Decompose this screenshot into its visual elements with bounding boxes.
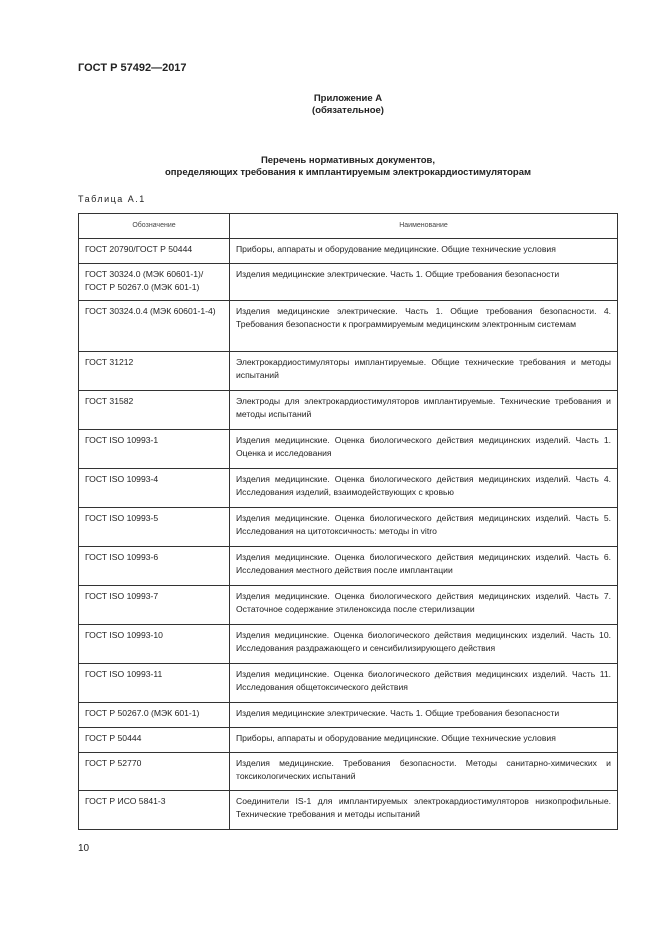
document-code: ГОСТ 20790/ГОСТ Р 50444 [79,239,230,264]
appendix-subtitle: (обязательное) [312,105,384,116]
heading-line-2: определяющих требования к имплантируемым электрокардиостимуляторам [164,167,532,178]
table-row [79,625,618,664]
table-row [79,508,618,547]
document-code: ГОСТ 31582 [79,391,230,430]
heading-line-1: Перечень нормативных документов, [260,155,436,166]
table-row [79,547,618,586]
document-name: Изделия медицинские электрические. Часть 1. Общие требования безопасности. 4. Требования безопасности к программируемым медицинским электронным системам [230,301,618,352]
document-code: ГОСТ 30324.0 (МЭК 60601-1)/ ГОСТ Р 50267.0 (МЭК 601-1) [79,264,230,301]
table-row [79,728,618,753]
document-name: Изделия медицинские. Оценка биологического действия медицинских изделий. Часть 11. Исследования общетоксического действия [230,664,618,703]
document-code: ГОСТ ISO 10993-5 [79,508,230,547]
document-name: Приборы, аппараты и оборудование медицинские. Общие технические условия [230,728,618,753]
document-code: ГОСТ ISO 10993-4 [79,469,230,508]
document-name: Изделия медицинские электрические. Часть 1. Общие требования безопасности [230,703,618,728]
table-row [79,586,618,625]
document-code: ГОСТ ISO 10993-6 [79,547,230,586]
table-row [79,239,618,264]
table-row [79,791,618,830]
document-code: ГОСТ Р 50267.0 (МЭК 601-1) [79,703,230,728]
appendix-title: Приложение А [313,93,383,104]
document-code: ГОСТ Р 52770 [79,753,230,791]
document-name: Электрокардиостимуляторы имплантируемые. Общие технические требования и методы испытаний [230,352,618,391]
column-header-name: Наименование [230,214,618,239]
document-code: ГОСТ 30324.0.4 (МЭК 60601-1-4) [79,301,230,352]
table-row [79,264,618,301]
table-row [79,469,618,508]
document-name: Изделия медицинские. Оценка биологического действия медицинских изделий. Часть 1. Оценка и исследования [230,430,618,469]
document-id: ГОСТ Р 57492—2017 [78,62,187,74]
normative-documents-table [78,213,618,830]
document-name: Соединители IS-1 для имплантируемых электрокардиостимуляторов низкопрофильные. Технические требования и методы испытаний [230,791,618,830]
document-name: Изделия медицинские. Оценка биологического действия медицинских изделий. Часть 7. Остаточное содержание этиленоксида после стерилизации [230,586,618,625]
document-code: ГОСТ Р 50444 [79,728,230,753]
table-caption: Таблица А.1 [78,194,146,204]
table-row [79,352,618,391]
document-name: Изделия медицинские. Оценка биологического действия медицинских изделий. Часть 5. Исследования на цитотоксичность: методы in vitro [230,508,618,547]
table-row [79,703,618,728]
document-code: ГОСТ Р ИСО 5841-3 [79,791,230,830]
document-name: Изделия медицинские электрические. Часть 1. Общие требования безопасности [230,264,618,301]
column-header-code: Обозначение [79,214,230,239]
document-code: ГОСТ 31212 [79,352,230,391]
page-number: 10 [78,843,90,854]
table-row [79,664,618,703]
table-header-row [79,214,618,239]
document-code: ГОСТ ISO 10993-11 [79,664,230,703]
document-code: ГОСТ ISO 10993-1 [79,430,230,469]
document-name: Приборы, аппараты и оборудование медицинские. Общие технические условия [230,239,618,264]
table-row [79,391,618,430]
document-code: ГОСТ ISO 10993-7 [79,586,230,625]
document-name: Изделия медицинские. Требования безопасности. Методы санитарно-химических и токсикологических испытаний [230,753,618,791]
document-name: Изделия медицинские. Оценка биологического действия медицинских изделий. Часть 6. Исследования местного действия после имплантации [230,547,618,586]
table-row [79,753,618,791]
table-row [79,301,618,352]
document-name: Электроды для электрокардиостимуляторов имплантируемые. Технические требования и методы испытаний [230,391,618,430]
document-name: Изделия медицинские. Оценка биологического действия медицинских изделий. Часть 4. Исследования изделий, взаимодействующих с кровью [230,469,618,508]
table-row [79,430,618,469]
document-code: ГОСТ ISO 10993-10 [79,625,230,664]
document-name: Изделия медицинские. Оценка биологического действия медицинских изделий. Часть 10. Исследования раздражающего и сенсибилизирующего действия [230,625,618,664]
